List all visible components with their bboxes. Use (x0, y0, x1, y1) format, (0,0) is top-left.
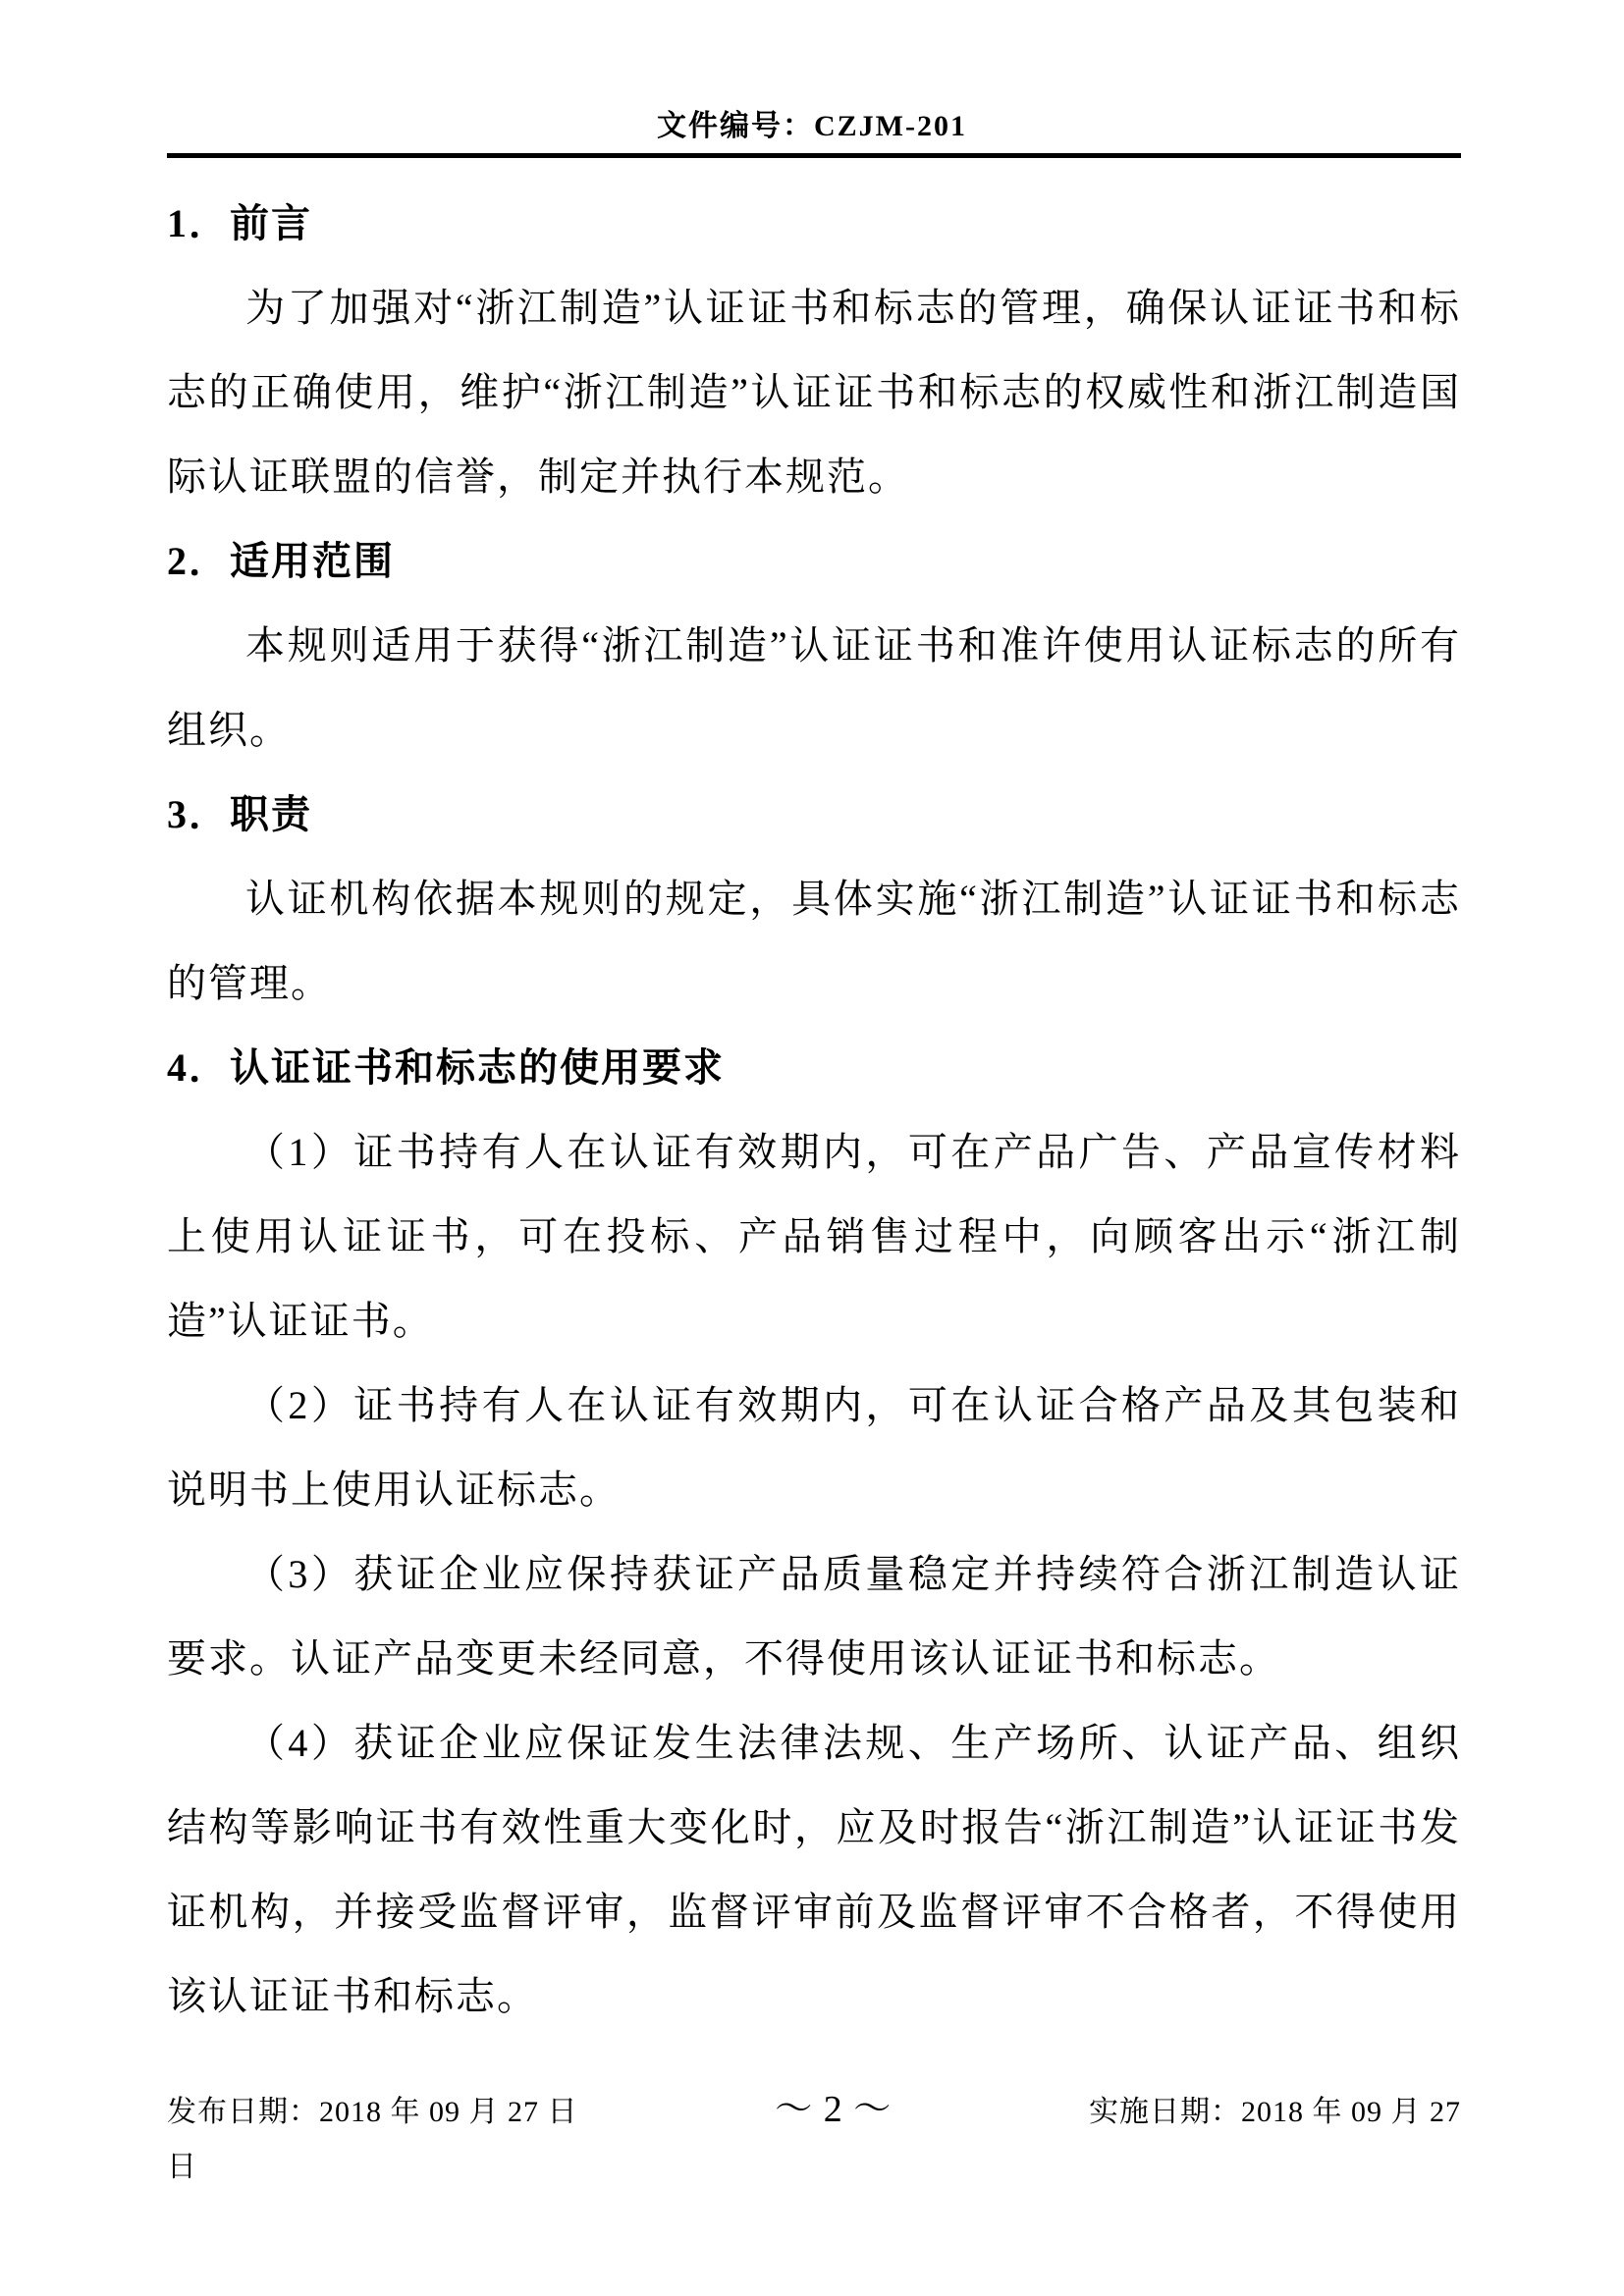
implementation-date: 实施日期：2018 年 09 月 27 (1088, 2096, 1461, 2128)
implementation-date-wrap: 日 (167, 2151, 197, 2183)
paragraph-responsibility: 认证机构依据本规则的规定，具体实施“浙江制造”认证证书和标志的管理。 (167, 877, 1461, 1005)
section-heading-responsibility: 3．职责 (167, 792, 312, 836)
page-header (0, 0, 1624, 145)
paragraph-usage-item-4: （4）获证企业应保证发生法律法规、生产场所、认证产品、组织结构等影响证书有效性重大变化时，应及时报告“浙江制造”认证证书发证机构，并接受监督评审，监督评审前及监督评审不合格者，不得使用该认证证书和标志。 (167, 1721, 1461, 2018)
doc-number: 文件编号：CZJM-201 (657, 110, 967, 142)
paragraph-scope: 本规则适用于获得“浙江制造”认证证书和准许使用认证标志的所有组织。 (167, 623, 1461, 752)
paragraph-preface: 为了加强对“浙江制造”认证证书和标志的管理，确保认证证书和标志的正确使用，维护“浙江制造”认证证书和标志的权威性和浙江制造国际认证联盟的信誉，制定并执行本规范。 (167, 286, 1461, 499)
document-body (167, 182, 1461, 2039)
header-divider (167, 153, 1461, 158)
paragraph-usage-item-3: （3）获证企业应保持获证产品质量稳定并持续符合浙江制造认证要求。认证产品变更未经同意，不得使用该认证证书和标志。 (167, 1552, 1461, 1681)
section-heading-scope: 2．适用范围 (167, 539, 395, 583)
section-heading-usage-requirements: 4．认证证书和标志的使用要求 (167, 1045, 725, 1090)
footer-wrap-row (167, 2140, 1461, 2195)
paragraph-usage-item-1: （1）证书持有人在认证有效期内，可在产品广告、产品宣传材料上使用认证证书，可在投标、产品销售过程中，向顾客出示“浙江制造”认证证书。 (167, 1130, 1461, 1343)
footer-row (167, 2082, 1461, 2140)
paragraph-usage-item-2: （2）证书持有人在认证有效期内，可在认证合格产品及其包装和说明书上使用认证标志。 (167, 1383, 1461, 1512)
section-heading-preface: 1．前言 (167, 201, 312, 245)
page-footer (167, 2082, 1461, 2195)
release-date: 发布日期：2018 年 09 月 27 日 (167, 2096, 578, 2128)
page-number: ～ 2 ～ (775, 2089, 893, 2130)
